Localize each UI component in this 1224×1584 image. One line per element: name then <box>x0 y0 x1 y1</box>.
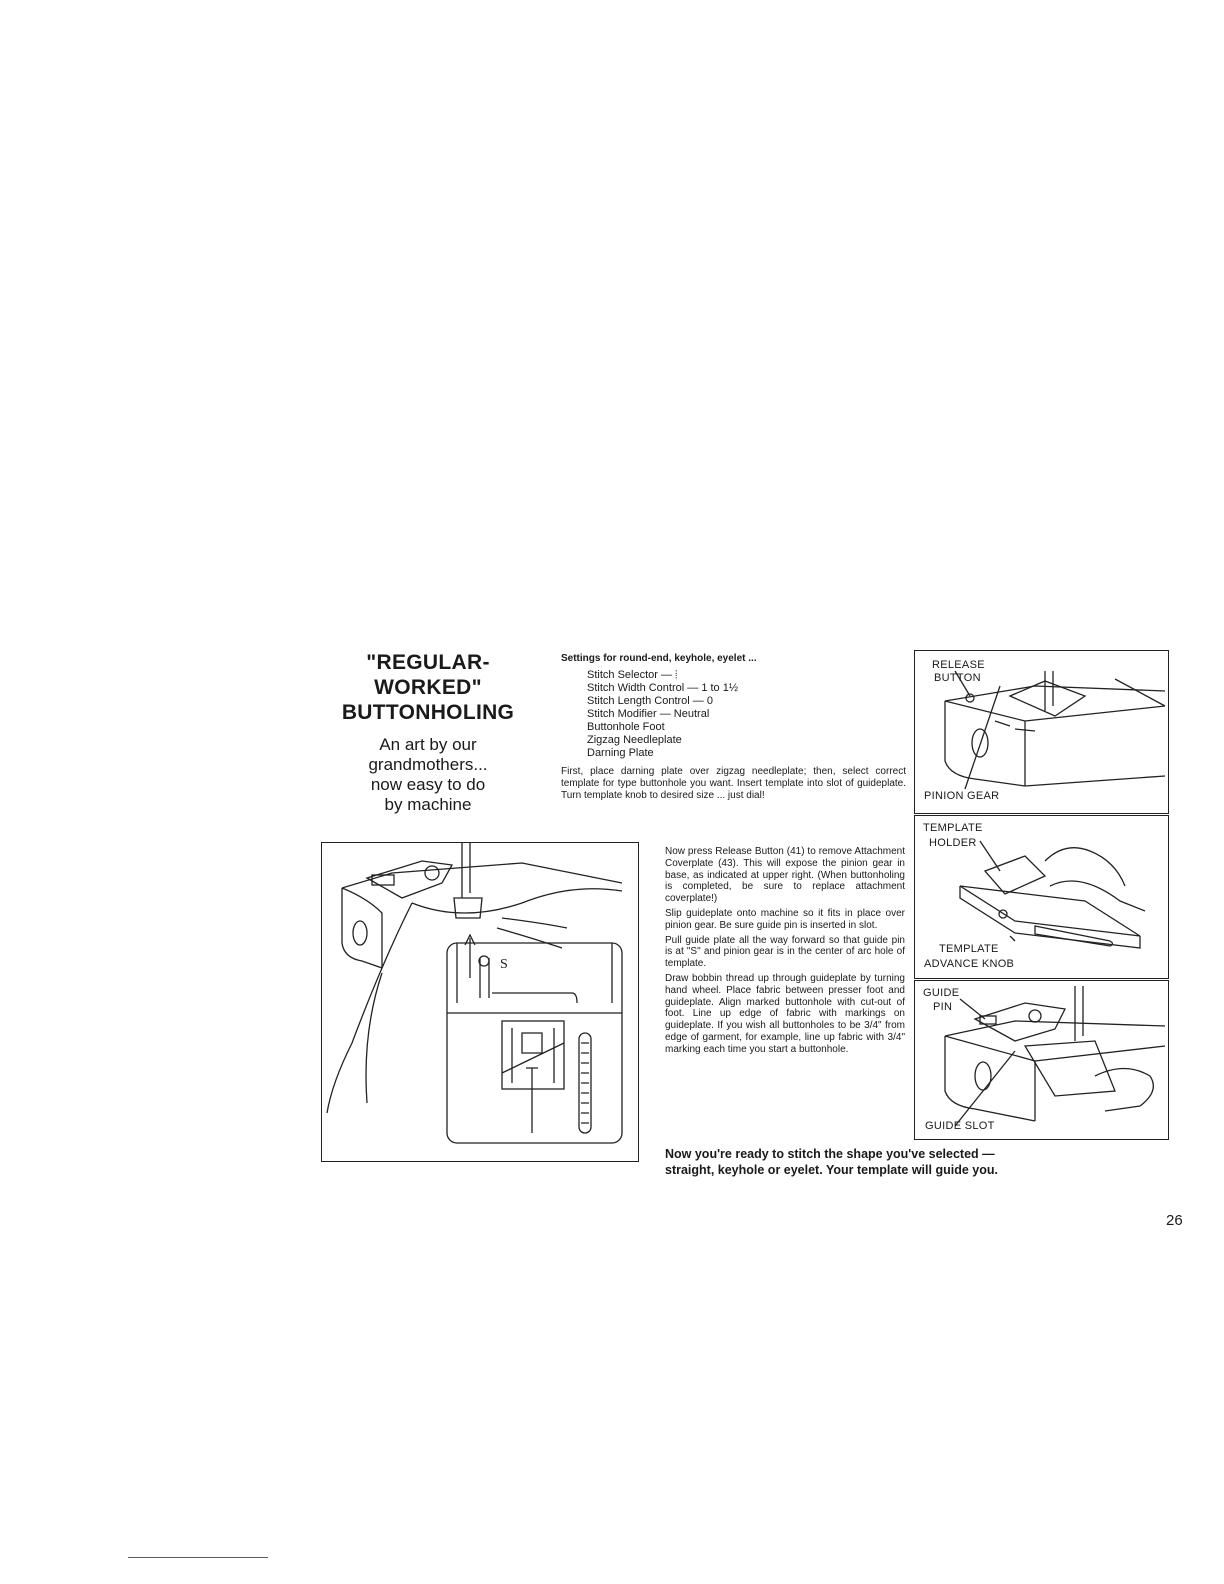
title-line: "REGULAR- <box>366 651 490 674</box>
settings-item: Zigzag Needleplate <box>587 733 682 746</box>
settings-heading: Settings for round-end, keyhole, eyelet ... <box>561 653 757 664</box>
release-label: RELEASE <box>932 659 985 671</box>
settings-item: Stitch Selector — ⦙ <box>587 668 678 681</box>
s-marker-label: S <box>500 957 509 972</box>
release-button-figure <box>914 650 1169 814</box>
settings-item: Stitch Modifier — Neutral <box>587 707 710 720</box>
settings-item: Stitch Width Control — 1 to 1½ <box>587 681 739 694</box>
main-illustration <box>321 842 639 1162</box>
template-holder-figure <box>914 815 1169 979</box>
template-label: TEMPLATE <box>923 822 983 834</box>
subtitle-line: now easy to do <box>370 775 486 794</box>
instruction-paragraph: Slip guideplate onto machine so it fits in place over pinion gear. Be sure guide pin is inserted in slot. <box>665 907 905 931</box>
settings-item: Darning Plate <box>587 746 654 759</box>
title-line: BUTTONHOLING <box>341 701 515 724</box>
closing-statement <box>665 1146 1095 1178</box>
advance-knob-label: ADVANCE KNOB <box>924 958 1015 970</box>
settings-block <box>561 653 906 802</box>
buttonhole-machine-drawing <box>322 843 638 1161</box>
settings-intro: First, place darning plate over zigzag needleplate; then, select correct template for type buttonhole you want. Insert template into slot of guideplate. Turn template knob to desired size ... just dial! <box>561 765 906 801</box>
footer-rule <box>128 1557 268 1558</box>
guide-slot-label: GUIDE SLOT <box>925 1120 995 1132</box>
closing-line: straight, keyhole or eyelet. Your template will guide you. <box>665 1163 998 1177</box>
instruction-paragraph: Pull guide plate all the way forward so that guide pin is at "S" and pinion gear is in the center of arc hole of template. <box>665 934 905 970</box>
guide-pin-figure <box>914 980 1169 1140</box>
instruction-paragraph: Now press Release Button (41) to remove Attachment Coverplate (43). This will expose the pinion gear in base, as indicated at upper right. (When buttonholing is completed, be sure to replace attachment coverplate!) <box>665 846 905 905</box>
holder-label: HOLDER <box>929 837 977 849</box>
pin-label: PIN <box>933 1001 953 1013</box>
template-advance-label: TEMPLATE <box>939 943 999 955</box>
title-line: WORKED" <box>374 676 482 699</box>
guide-pin-drawing <box>915 981 1168 1139</box>
page-title <box>328 650 528 725</box>
subtitle <box>328 735 528 815</box>
settings-item: Buttonhole Foot <box>587 720 665 733</box>
subtitle-line: grandmothers... <box>368 755 488 774</box>
guide-label: GUIDE <box>923 987 960 999</box>
instructions <box>665 846 905 1059</box>
settings-item: Stitch Length Control — 0 <box>587 694 713 707</box>
subtitle-line: An art by our <box>379 735 477 754</box>
title-block <box>328 650 528 815</box>
settings-list <box>561 669 906 760</box>
subtitle-line: by machine <box>384 795 472 814</box>
button-label: BUTTON <box>934 672 981 684</box>
closing-line: Now you're ready to stitch the shape you've selected — <box>665 1147 995 1161</box>
page-number: 26 <box>1166 1212 1183 1229</box>
pinion-gear-label: PINION GEAR <box>924 790 1000 802</box>
instruction-paragraph: Draw bobbin thread up through guideplate by turning hand wheel. Place fabric between presser foot and guideplate. Align marked buttonhole with cut-out of foot. Line up edge of fabric with markings on guideplate. If you wish all buttonholes to be 3/4" from edge of garment, for example, line up fabric with 3/4" marking each time you start a buttonhole. <box>665 972 905 1055</box>
